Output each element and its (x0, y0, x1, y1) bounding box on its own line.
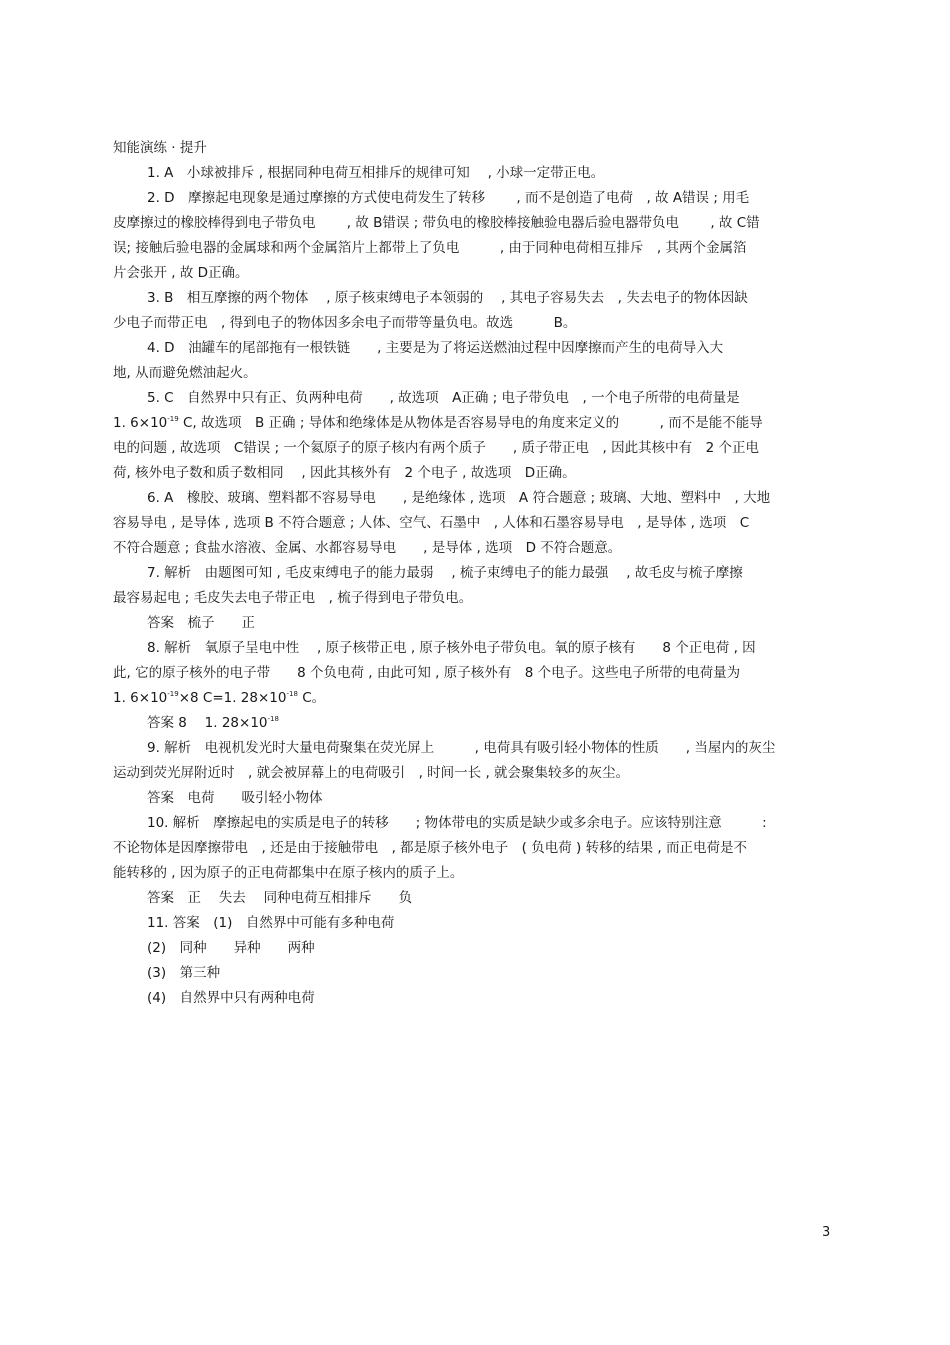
answer-10-result: 答案 正 失去 同种电荷互相排斥 负 (147, 890, 413, 906)
answer-5-line-2-text: C, 故选项 B 正确 ; 导体和绝缘体是从物体是否容易导电的角度来定义的 , 而不是能不能导 (178, 415, 763, 431)
section-title: 知能演练 · 提升 (113, 140, 207, 156)
answer-8-line-3 (113, 686, 829, 711)
answer-11-line-3: (3) 第三种 (147, 965, 221, 981)
unit-text: C。 (297, 690, 326, 706)
answer-10-line-1: 10. 解析 摩擦起电的实质是电子的转移 ; 物体带电的实质是缺少或多余电子。应该特别注意 : (147, 815, 767, 831)
answer-6-line-1: 6. A 橡胶、玻璃、塑料都不容易导电 , 是绝缘体 , 选项 A 符合题意 ; 玻璃、大地、塑料中 , 大地 (147, 490, 771, 506)
answer-5-line-2 (113, 411, 829, 436)
answer-7-result: 答案 梳子 正 (147, 615, 255, 631)
answer-1-line-1: 1. A 小球被排斥 , 根据同种电荷互相排斥的规律可知 , 小球一定带正电。 (147, 165, 605, 181)
exponent: -18 (267, 715, 279, 723)
answer-5-line-4: 荷, 核外电子数和质子数相同 , 因此其核外有 2 个电子 , 故选项 D正确。 (113, 465, 576, 481)
answer-4-line-1: 4. D 油罐车的尾部拖有一根铁链 , 主要是为了将运送燃油过程中因摩擦而产生的电荷导入大 (147, 340, 724, 356)
answer-8-line-2: 此, 它的原子核外的电子带 8 个负电荷 , 由此可知 , 原子核外有 8 个电子。这些电子所带的电荷量为 (113, 665, 741, 681)
charge-value: 1. 6×10 (113, 415, 168, 431)
answer-6-line-3: 不符合题意 ; 食盐水溶液、金属、水都容易导电 , 是导体 , 选项 D 不符合题意。 (113, 540, 622, 556)
answer-8-result (113, 711, 829, 736)
answer-7-line-1: 7. 解析 由题图可知 , 毛皮束缚电子的能力最弱 , 梳子束缚电子的能力最强 , 故毛皮与梳子摩擦 (147, 565, 743, 581)
page-number: 3 (822, 1225, 831, 1240)
equation-text: ×8 C=1. 28×10 (178, 690, 287, 706)
exponent: -19 (167, 690, 179, 698)
answer-2-line-4: 片会张开 , 故 D正确。 (113, 265, 249, 281)
answer-8-line-1: 8. 解析 氧原子呈电中性 , 原子核带正电 , 原子核外电子带负电。氧的原子核有 8 个正电荷 , 因 (147, 640, 756, 656)
exponent: -18 (286, 690, 298, 698)
answer-9-line-1: 9. 解析 电视机发光时大量电荷聚集在荧光屏上 , 电荷具有吸引轻小物体的性质 , 当屋内的灰尘 (147, 740, 776, 756)
answer-7-line-2: 最容易起电 ; 毛皮失去电子带正电 , 梳子得到电子带负电。 (113, 590, 473, 606)
answer-3-line-1: 3. B 相互摩擦的两个物体 , 原子核束缚电子本领弱的 , 其电子容易失去 , 失去电子的物体因缺 (147, 290, 748, 306)
answer-5-line-3: 电的问题 , 故选项 C错误 ; 一个氦原子的原子核内有两个质子 , 质子带正电 , 因此其核中有 2 个正电 (113, 440, 759, 456)
answer-11-line-2: (2) 同种 异种 两种 (147, 940, 315, 956)
answer-2-line-2: 皮摩擦过的橡胶棒得到电子带负电 , 故 B错误 ; 带负电的橡胶棒接触验电器后验电器带负电 , 故 C错 (113, 215, 760, 231)
answer-11-line-1: 11. 答案 (1) 自然界中可能有多种电荷 (147, 915, 395, 931)
answer-page (113, 136, 829, 1011)
answer-10-line-3: 能转移的 , 因为原子的正电荷都集中在原子核内的质子上。 (113, 865, 464, 881)
answer-6-line-2: 容易导电 , 是导体 , 选项 B 不符合题意 ; 人体、空气、石墨中 , 人体和石墨容易导电 , 是导体 , 选项 C (113, 515, 750, 531)
answer-10-line-2: 不论物体是因摩擦带电 , 还是由于接触带电 , 都是原子核外电子 ( 负电荷 ) 转移的结果 , 而正电荷是不 (113, 840, 747, 856)
exponent: -19 (167, 415, 179, 423)
charge-value: 1. 6×10 (113, 690, 168, 706)
answer-11-line-4: (4) 自然界中只有两种电荷 (147, 990, 315, 1006)
answer-9-result: 答案 电荷 吸引轻小物体 (147, 790, 323, 806)
answer-3-line-2: 少电子而带正电 , 得到电子的物体因多余电子而带等量负电。故选 B。 (113, 315, 577, 331)
answer-9-line-2: 运动到荧光屏附近时 , 就会被屏幕上的电荷吸引 , 时间一长 , 就会聚集较多的灰尘。 (113, 765, 630, 781)
answer-2-line-3: 误; 接触后验电器的金属球和两个金属箔片上都带上了负电 , 由于同种电荷相互排斥 , 其两个金属箔 (113, 240, 747, 256)
result-text: 答案 8 1. 28×10 (147, 715, 268, 731)
answer-4-line-2: 地, 从而避免燃油起火。 (113, 365, 257, 381)
answer-2-line-1: 2. D 摩擦起电现象是通过摩擦的方式使电荷发生了转移 , 而不是创造了电荷 , 故 A错误 ; 用毛 (147, 190, 750, 206)
answer-5-line-1: 5. C 自然界中只有正、负两种电荷 , 故选项 A正确 ; 电子带负电 , 一个电子所带的电荷量是 (147, 390, 740, 406)
